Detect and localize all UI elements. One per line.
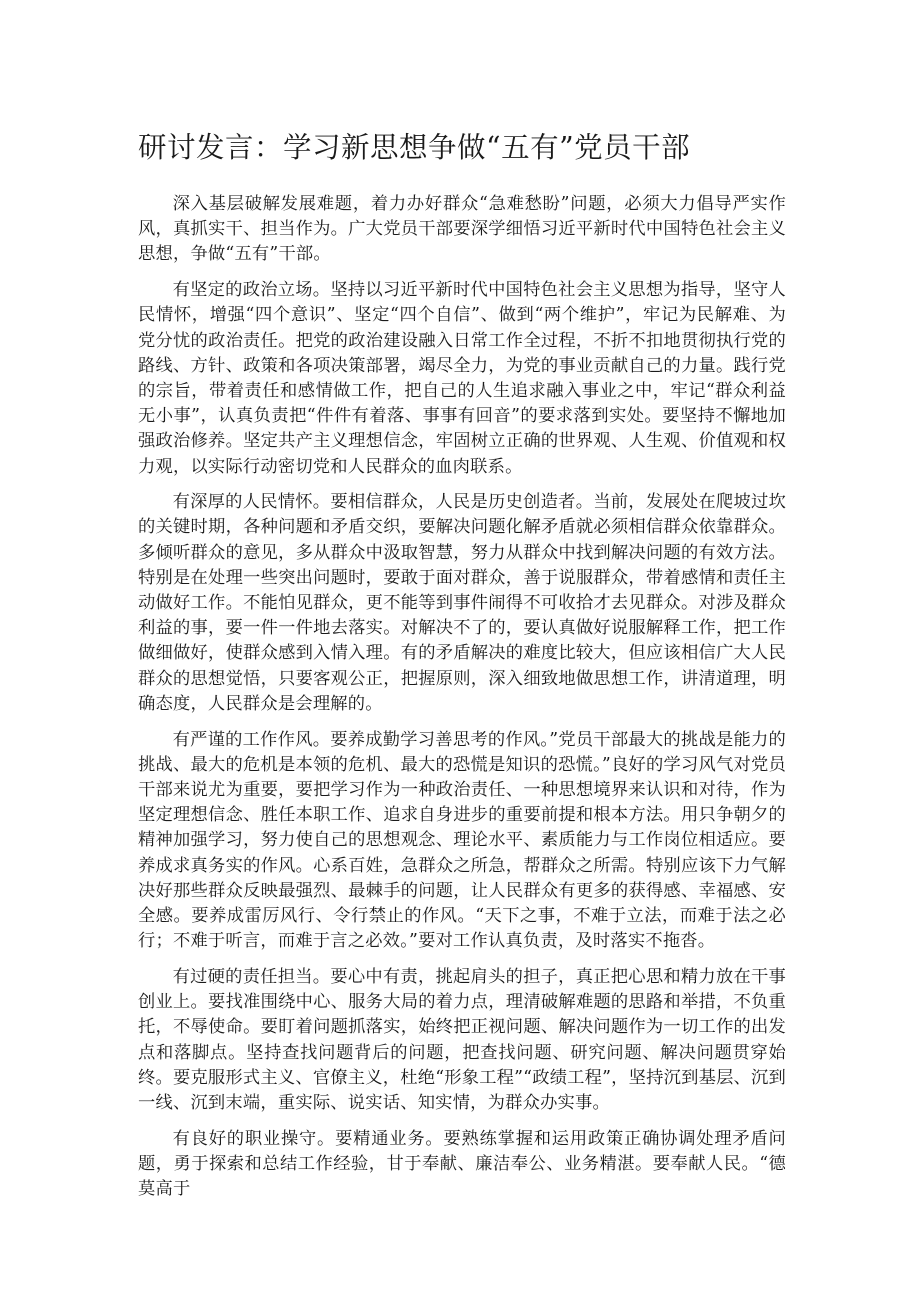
document-title: 研讨发言：学习新思想争做“五有”党员干部 — [138, 131, 691, 164]
professional-ethics-paragraph: 有良好的职业操守。要精通业务。要熟练掌握和运用政策正确协调处理矛盾问题，勇于探索和总结工作经验，甘于奉献、廉洁奉公、业务精湛。要奉献人民。“德莫高于 — [138, 1128, 786, 1200]
work-style-paragraph: 有严谨的工作作风。要养成勤学习善思考的作风。”党员干部最大的挑战是能力的挑战、最大的危机是本领的危机、最大的恐慌是知识的恐慌。”良好的学习风气对党员干部来说尤为重要，要把学习作为一种政治责任、一种思想境界来认识和对待，作为坚定理想信念、胜任本职工作、追求自身进步的重要前提和根本方法。用只争朝夕的精神加强学习，努力使自己的思想观念、理论水平、素质能力与工作岗位相适应。要养成求真务实的作风。心系百姓，急群众之所急，帮群众之所需。特别应该下力气解决好那些群众反映最强烈、最棘手的问题，让人民群众有更多的获得感、幸福感、安全感。要养成雷厉风行、令行禁止的作风。“天下之事，不难于立法，而难于法之必行；不难于听言，而难于言之必效。”要对工作认真负责，及时落实不拖沓。 — [138, 729, 786, 952]
people-sentiment-paragraph: 有深厚的人民情怀。要相信群众，人民是历史创造者。当前，发展处在爬坡过坎的关键时期，各种问题和矛盾交织，要解决问题化解矛盾就必须相信群众依靠群众。多倾听群众的意见，多从群众中汲取智慧，努力从群众中找到解决问题的有效方法。特别是在处理一些突出问题时，要敢于面对群众，善于说服群众，带着感情和责任主动做好工作。不能怕见群众，更不能等到事件闹得不可收拾才去见群众。对涉及群众利益的事，要一件一件地去落实。对解决不了的，要认真做好说服解释工作，把工作做细做好，使群众感到入情入理。有的矛盾解决的难度比较大，但应该相信广大人民群众的思想觉悟，只要客观公正，把握原则，深入细致地做思想工作，讲清道理，明确态度，人民群众是会理解的。 — [138, 492, 786, 714]
document-page — [138, 128, 786, 1213]
intro-paragraph: 深入基层破解发展难题，着力办好群众“急难愁盼”问题，必须大力倡导严实作风，真抓实干、担当作为。广大党员干部要深学细悟习近平新时代中国特色社会主义思想，争做“五有”干部。 — [138, 194, 786, 265]
responsibility-paragraph: 有过硬的责任担当。要心中有责，挑起肩头的担子，真正把心思和精力放在干事创业上。要找准围绕中心、服务大局的着力点，理清破解难题的思路和举措，不负重托，不辱使命。要盯着问题抓落实，始终把正视问题、解决问题作为一切工作的出发点和落脚点。坚持查找问题背后的问题，把查找问题、研究问题、解决问题贯穿始终。要克服形式主义、官僚主义，杜绝“形象工程”“政绩工程”，坚持沉到基层、沉到一线、沉到末端，重实际、说实话、知实情，为群众办实事。 — [138, 966, 786, 1113]
political-stance-paragraph: 有坚定的政治立场。坚持以习近平新时代中国特色社会主义思想为指导，坚守人民情怀，增强“四个意识”、坚定“四个自信”、做到“两个维护”，牢记为民解难、为党分忧的政治责任。把党的政治建设融入日常工作全过程，不折不扣地贯彻执行党的路线、方针、政策和各项决策部署，竭尽全力，为党的事业贡献自己的力量。践行党的宗旨，带着责任和感情做工作，把自己的人生追求融入事业之中，牢记“群众利益无小事”，认真负责把“件件有着落、事事有回音”的要求落到实处。要坚持不懈地加强政治修养。坚定共产主义理想信念，牢固树立正确的世界观、人生观、价值观和权力观，以实际行动密切党和人民群众的血肉联系。 — [138, 280, 786, 477]
